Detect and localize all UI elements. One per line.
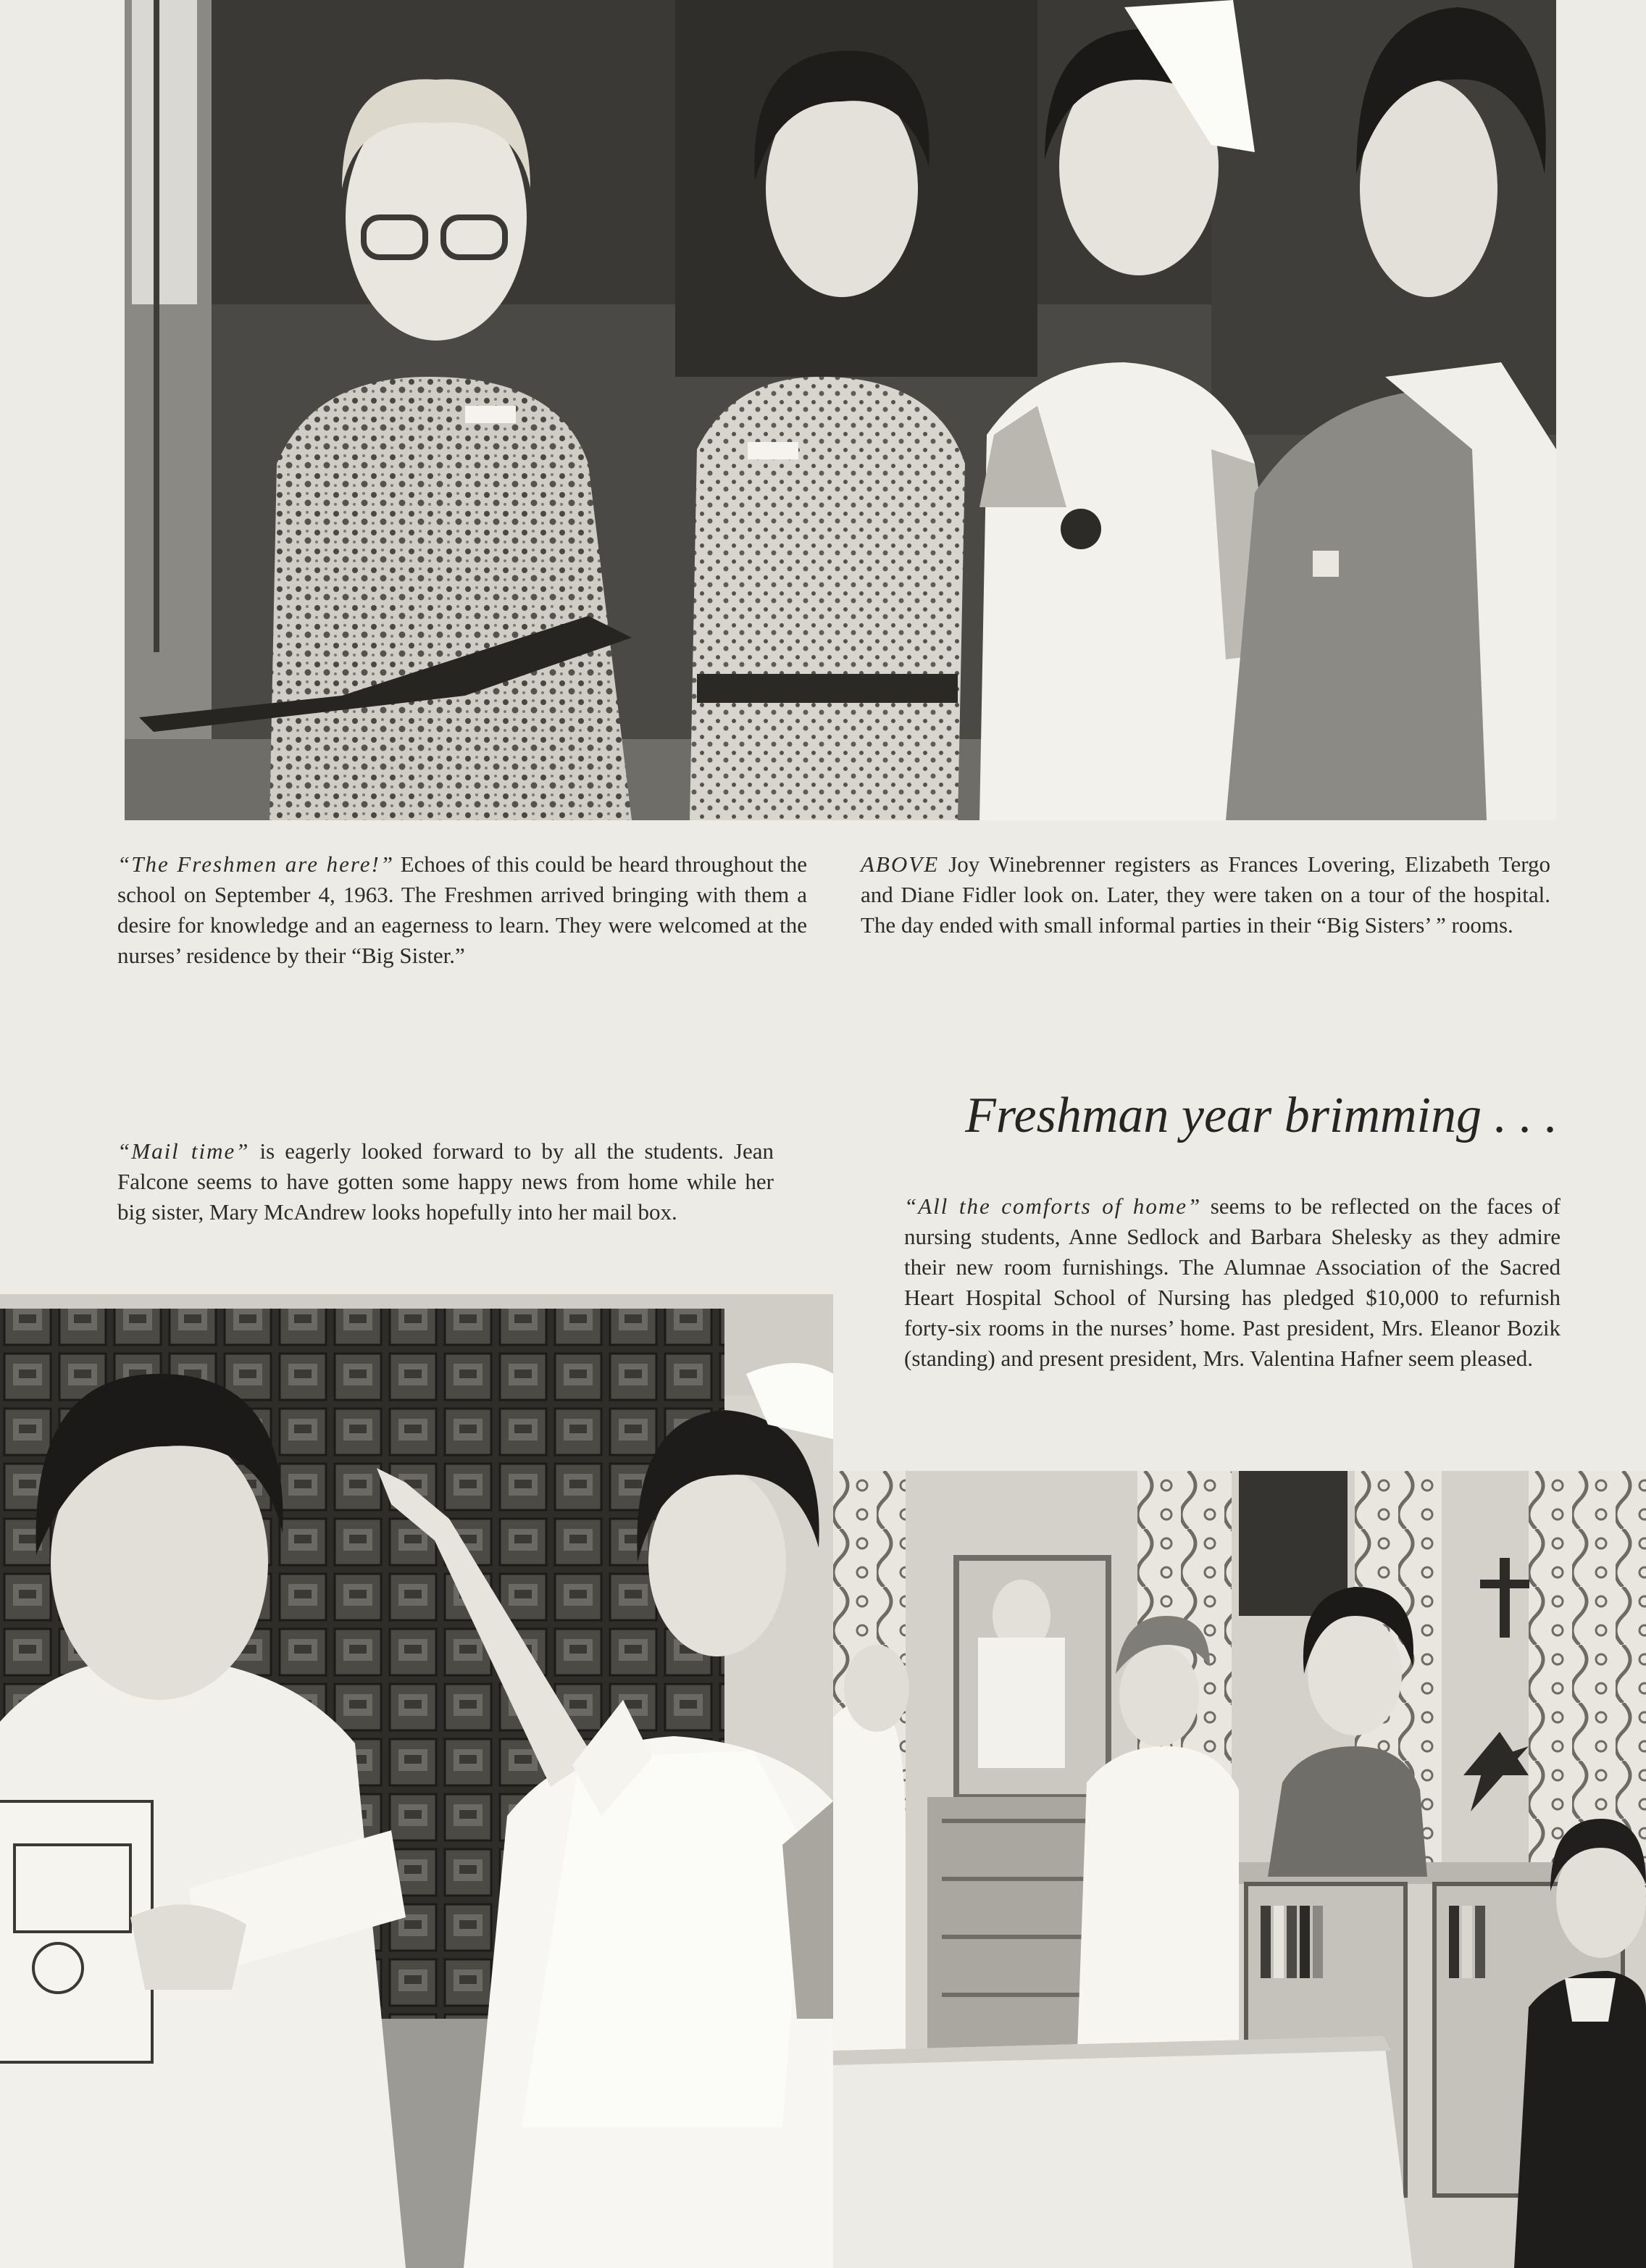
caption-lead: “Mail time”	[117, 1138, 250, 1164]
section-headline: Freshman year brimming . . .	[965, 1088, 1558, 1143]
caption-text: seems to be reflected on the faces of nursing students, Anne Sedlock and Barbara Shelesky as they admire their new room furnishings. The Alumnae Association of the Sacred Heart Hospital School of Nursing has pledged $10,000 to refurnish forty-six rooms in the nurses’ home. Past president, Mrs. Eleanor Bozik (standing) and present president, Mrs. Valentina Hafner seem pleased.	[904, 1193, 1561, 1371]
caption-lead: “All the comforts of home”	[904, 1193, 1202, 1219]
mailbox-photo	[0, 1294, 833, 2268]
mail-time-caption	[117, 1136, 774, 1227]
caption-lead: “The Freshmen are here!”	[117, 851, 395, 877]
registration-photo	[125, 0, 1556, 820]
comforts-caption	[904, 1191, 1561, 1374]
registration-caption-left	[117, 849, 807, 971]
caption-text: Joy Winebrenner registers as Frances Lovering, Elizabeth Tergo and Diane Fidler look on. Later, they were taken on a tour of the hospital. The day ended with small informal parties in their “Big Sisters’ ” rooms.	[861, 851, 1550, 938]
dorm-room-photo	[833, 1471, 1646, 2268]
caption-lead: ABOVE	[861, 851, 940, 877]
registration-caption-right	[861, 849, 1550, 941]
caption-text: is eagerly looked forward to by all the students. Jean Falcone seems to have gotten some happy news from home while her big sister, Mary McAndrew looks hopefully into her mail box.	[117, 1138, 774, 1225]
caption-text: Echoes of this could be heard throughout the school on September 4, 1963. The Freshmen arrived bringing with them a desire for knowledge and an eagerness to learn. They were welcomed at the nurses’ residence by their “Big Sister.”	[117, 851, 808, 968]
